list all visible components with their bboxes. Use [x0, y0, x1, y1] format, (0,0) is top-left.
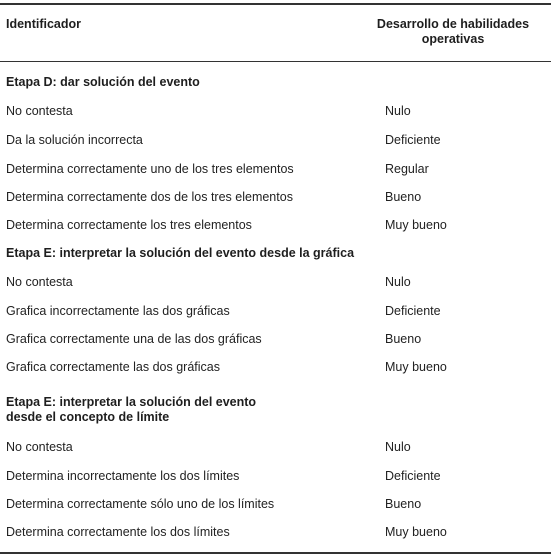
row-nivel: Nulo: [385, 440, 411, 454]
row-nivel: Regular: [385, 162, 429, 176]
row-nivel: Bueno: [385, 332, 422, 346]
row-identificador: Da la solución incorrecta: [6, 133, 143, 147]
row-identificador: Determina correctamente los dos límites: [6, 525, 230, 539]
row-nivel: Nulo: [385, 275, 411, 289]
table-row: [0, 438, 551, 456]
row-nivel: Deficiente: [385, 133, 441, 147]
row-nivel: Nulo: [385, 104, 411, 118]
section-title-line: desde el concepto de límite: [6, 410, 170, 424]
table-top-rule: [0, 3, 551, 5]
row-nivel: Deficiente: [385, 469, 441, 483]
row-identificador: Determina correctamente sólo uno de los límites: [6, 497, 275, 511]
row-identificador: Grafica correctamente una de las dos gráficas: [6, 332, 262, 346]
table-row: [0, 330, 551, 348]
row-nivel: Muy bueno: [385, 360, 447, 374]
table-row: [0, 160, 551, 178]
row-identificador: Determina correctamente los tres elementos: [6, 218, 252, 232]
table-row: [0, 216, 551, 234]
table-row: [0, 302, 551, 320]
row-nivel: Muy bueno: [385, 218, 447, 232]
table-row: [0, 495, 551, 513]
row-identificador: No contesta: [6, 275, 73, 289]
section-title-line: Etapa D: dar solución del evento: [6, 75, 200, 89]
section-title-etapa-d: [6, 75, 200, 90]
row-nivel: Bueno: [385, 190, 422, 204]
row-nivel: Deficiente: [385, 304, 441, 318]
header-desarrollo-line1: Desarrollo de habilidades: [376, 17, 530, 31]
row-identificador: Grafica correctamente las dos gráficas: [6, 360, 220, 374]
header-desarrollo-line2: operativas: [421, 32, 485, 46]
row-identificador: Determina correctamente uno de los tres elementos: [6, 162, 294, 176]
section-title-etapa-e-grafica: [6, 246, 354, 261]
table-row: [0, 131, 551, 149]
table-row: [0, 188, 551, 206]
table-bottom-rule: [0, 552, 551, 554]
row-identificador: Determina correctamente dos de los tres elementos: [6, 190, 293, 204]
table-row: [0, 358, 551, 376]
header-desarrollo: [373, 17, 533, 47]
row-nivel: Muy bueno: [385, 525, 447, 539]
header-identificador: Identificador: [6, 17, 82, 31]
table-row: [0, 273, 551, 291]
section-title-etapa-e-limite: [6, 395, 256, 425]
section-title-line: Etapa E: interpretar la solución del evento desde la gráfica: [6, 246, 355, 260]
row-identificador: No contesta: [6, 440, 73, 454]
table-row: [0, 102, 551, 120]
table-header-rule: [0, 61, 551, 62]
row-nivel: Bueno: [385, 497, 422, 511]
row-identificador: Grafica incorrectamente las dos gráficas: [6, 304, 230, 318]
row-identificador: No contesta: [6, 104, 73, 118]
section-title-line: Etapa E: interpretar la solución del evento: [6, 395, 257, 409]
table-row: [0, 467, 551, 485]
row-identificador: Determina incorrectamente los dos límites: [6, 469, 240, 483]
table-row: [0, 523, 551, 541]
